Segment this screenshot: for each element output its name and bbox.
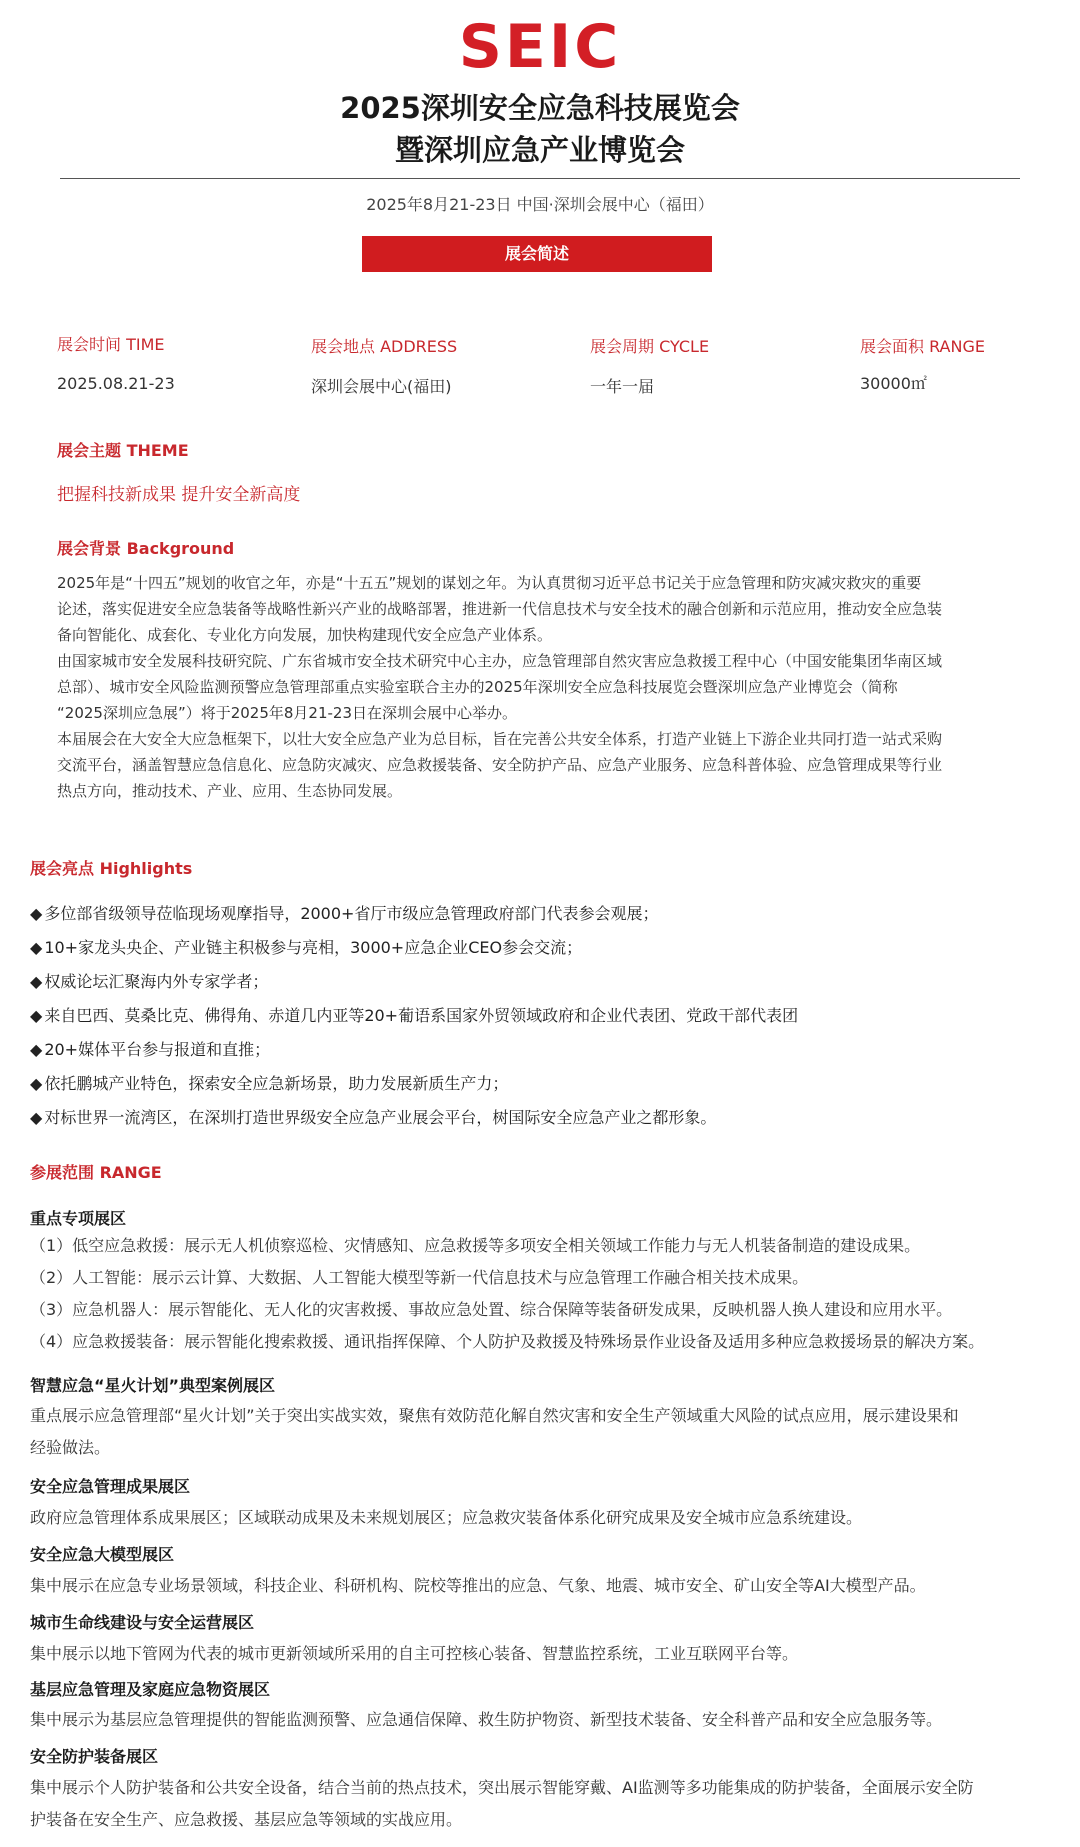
zone-line: 政府应急管理体系成果展区；区域联动成果及未来规划展区；应急救灾装备体系化研究成果及安全城市应急系统建设。 [30,1508,863,1527]
highlight-item: ◆ 10+家龙头央企、产业链主积极参与亮相，3000+应急企业CEO参会交流； [30,938,583,957]
intro-button[interactable]: 展会简述 [362,236,712,272]
highlights-heading: 展会亮点 Highlights [30,859,193,878]
zone-line: 经验做法。 [30,1438,111,1457]
info-label-range: 展会面积 RANGE [860,337,985,356]
theme-heading: 展会主题 THEME [57,441,189,460]
zone-line: （4）应急救援装备：展示智能化搜索救援、通讯指挥保障、个人防护及救援及特殊场景作业设备及适用多种应急救援场景的解决方案。 [30,1332,985,1351]
page-title-line1: 2025深圳安全应急科技展览会 [340,91,740,125]
zone-title: 安全防护装备展区 [30,1747,159,1766]
logo-text: SEIC [458,12,622,82]
zone-line: （2）人工智能：展示云计算、大数据、人工智能大模型等新一代信息技术与应急管理工作融合相关技术成果。 [30,1268,809,1287]
zone-title: 安全应急管理成果展区 [30,1477,191,1496]
background-line: 交流平台，涵盖智慧应急信息化、应急防灾减灾、应急救援装备、安全防护产品、应急产业服务、应急科普体验、应急管理成果等行业 [57,756,943,774]
zone-title: 城市生命线建设与安全运营展区 [30,1613,255,1632]
background-line: “2025深圳应急展”）将于2025年8月21-23日在深圳会展中心举办。 [57,704,518,722]
zone-title: 基层应急管理及家庭应急物资展区 [30,1680,271,1699]
background-line: 本届展会在大安全大应急框架下，以壮大安全应急产业为总目标，旨在完善公共安全体系，打造产业链上下游企业共同打造一站式采购 [57,730,943,748]
background-text [57,570,1047,804]
zone-line: （3）应急机器人：展示智能化、无人化的灾害救援、事故应急处置、综合保障等装备研发成果，反映机器人换人建设和应用水平。 [30,1300,953,1319]
zone-body [30,1638,1070,1670]
info-value-address: 深圳会展中心(福田) [311,377,452,396]
zone-line: 集中展示以地下管网为代表的城市更新领域所采用的自主可控核心装备、智慧监控系统，工业互联网平台等。 [30,1644,799,1663]
background-line: 热点方向，推动技术、产业、应用、生态协同发展。 [57,782,403,800]
info-label-time: 展会时间 TIME [57,335,165,354]
zone-line: 集中展示为基层应急管理提供的智能监测预警、应急通信保障、救生防护物资、新型技术装备、安全科普产品和安全应急服务等。 [30,1710,943,1729]
zone-line: （1）低空应急救援：展示无人机侦察巡检、灾情感知、应急救援等多项安全相关领域工作能力与无人机装备制造的建设成果。 [30,1236,921,1255]
info-label-address: 展会地点 ADDRESS [311,337,458,356]
zone-line: 护装备在安全生产、应急救援、基层应急等领域的实战应用。 [30,1810,463,1829]
highlights-list [30,903,1060,1129]
zone-body [30,1230,1070,1358]
info-value-time: 2025.08.21-23 [57,374,175,393]
info-label-cycle: 展会周期 CYCLE [590,337,710,356]
zone-title: 安全应急大模型展区 [30,1545,175,1564]
highlight-item: ◆ 权威论坛汇聚海内外专家学者； [30,972,269,991]
highlight-item: ◆ 多位部省级领导莅临现场观摩指导，2000+省厅市级应急管理政府部门代表参会观展； [30,904,659,923]
highlight-item: ◆ 依托鹏城产业特色，探索安全应急新场景，助力发展新质生产力； [30,1074,509,1093]
highlight-item: ◆ 20+媒体平台参与报道和直推； [30,1040,271,1059]
background-line: 备向智能化、成套化、专业化方向发展，加快构建现代安全应急产业体系。 [57,626,553,644]
info-value-cycle: 一年一届 [590,377,655,396]
zone-body [30,1772,1070,1836]
zone-body [30,1704,1070,1736]
theme-slogan: 把握科技新成果 提升安全新高度 [57,485,301,505]
bullet-icon: ◆ [30,1040,43,1059]
zone-line: 集中展示个人防护装备和公共安全设备，结合当前的热点技术，突出展示智能穿戴、AI监测等多功能集成的防护装备，全面展示安全防 [30,1778,974,1797]
zone-body [30,1570,1070,1602]
zone-title: 重点专项展区 [30,1209,127,1228]
bullet-icon: ◆ [30,938,43,957]
zone-body [30,1400,1070,1464]
background-line: 2025年是“十四五”规划的收官之年，亦是“十五五”规划的谋划之年。为认真贯彻习近平总书记关于应急管理和防灾减灾救灾的重要 [57,574,922,592]
background-line: 论述，落实促进安全应急装备等战略性新兴产业的战略部署，推进新一代信息技术与安全技术的融合创新和示范应用，推动安全应急装 [57,600,943,618]
highlight-item: ◆ 来自巴西、莫桑比克、佛得角、赤道几内亚等20+葡语系国家外贸领域政府和企业代表团、党政干部代表团 [30,1006,799,1025]
seic-logo [0,12,1080,82]
bullet-icon: ◆ [30,1108,43,1127]
page-title-line2: 暨深圳应急产业博览会 [394,133,685,167]
zone-line: 集中展示在应急专业场景领域，科技企业、科研机构、院校等推出的应急、气象、地震、城市安全、矿山安全等AI大模型产品。 [30,1576,926,1595]
bullet-icon: ◆ [30,904,43,923]
info-value-range: 30000㎡ [860,374,927,393]
range-heading: 参展范围 RANGE [30,1163,162,1182]
title-divider [60,178,1020,179]
bullet-icon: ◆ [30,972,43,991]
zone-body [30,1502,1070,1534]
background-line: 总部）、城市安全风险监测预警应急管理部重点实验室联合主办的2025年深圳安全应急科技展览会暨深圳应急产业博览会（简称 [57,678,898,696]
zone-line: 重点展示应急管理部“星火计划”关于突出实战实效，聚焦有效防范化解自然灾害和安全生产领域重大风险的试点应用，展示建设果和 [30,1406,959,1425]
bullet-icon: ◆ [30,1006,43,1025]
background-heading: 展会背景 Background [57,539,235,558]
zone-title: 智慧应急“星火计划”典型案例展区 [30,1376,276,1395]
highlight-item: ◆ 对标世界一流湾区，在深圳打造世界级安全应急产业展会平台，树国际安全应急产业之都形象。 [30,1108,717,1127]
bullet-icon: ◆ [30,1074,43,1093]
date-location-line: 2025年8月21-23日 中国·深圳会展中心（福田） [366,195,714,214]
background-line: 由国家城市安全发展科技研究院、广东省城市安全技术研究中心主办，应急管理部自然灾害应急救援工程中心（中国安能集团华南区域 [57,652,943,670]
